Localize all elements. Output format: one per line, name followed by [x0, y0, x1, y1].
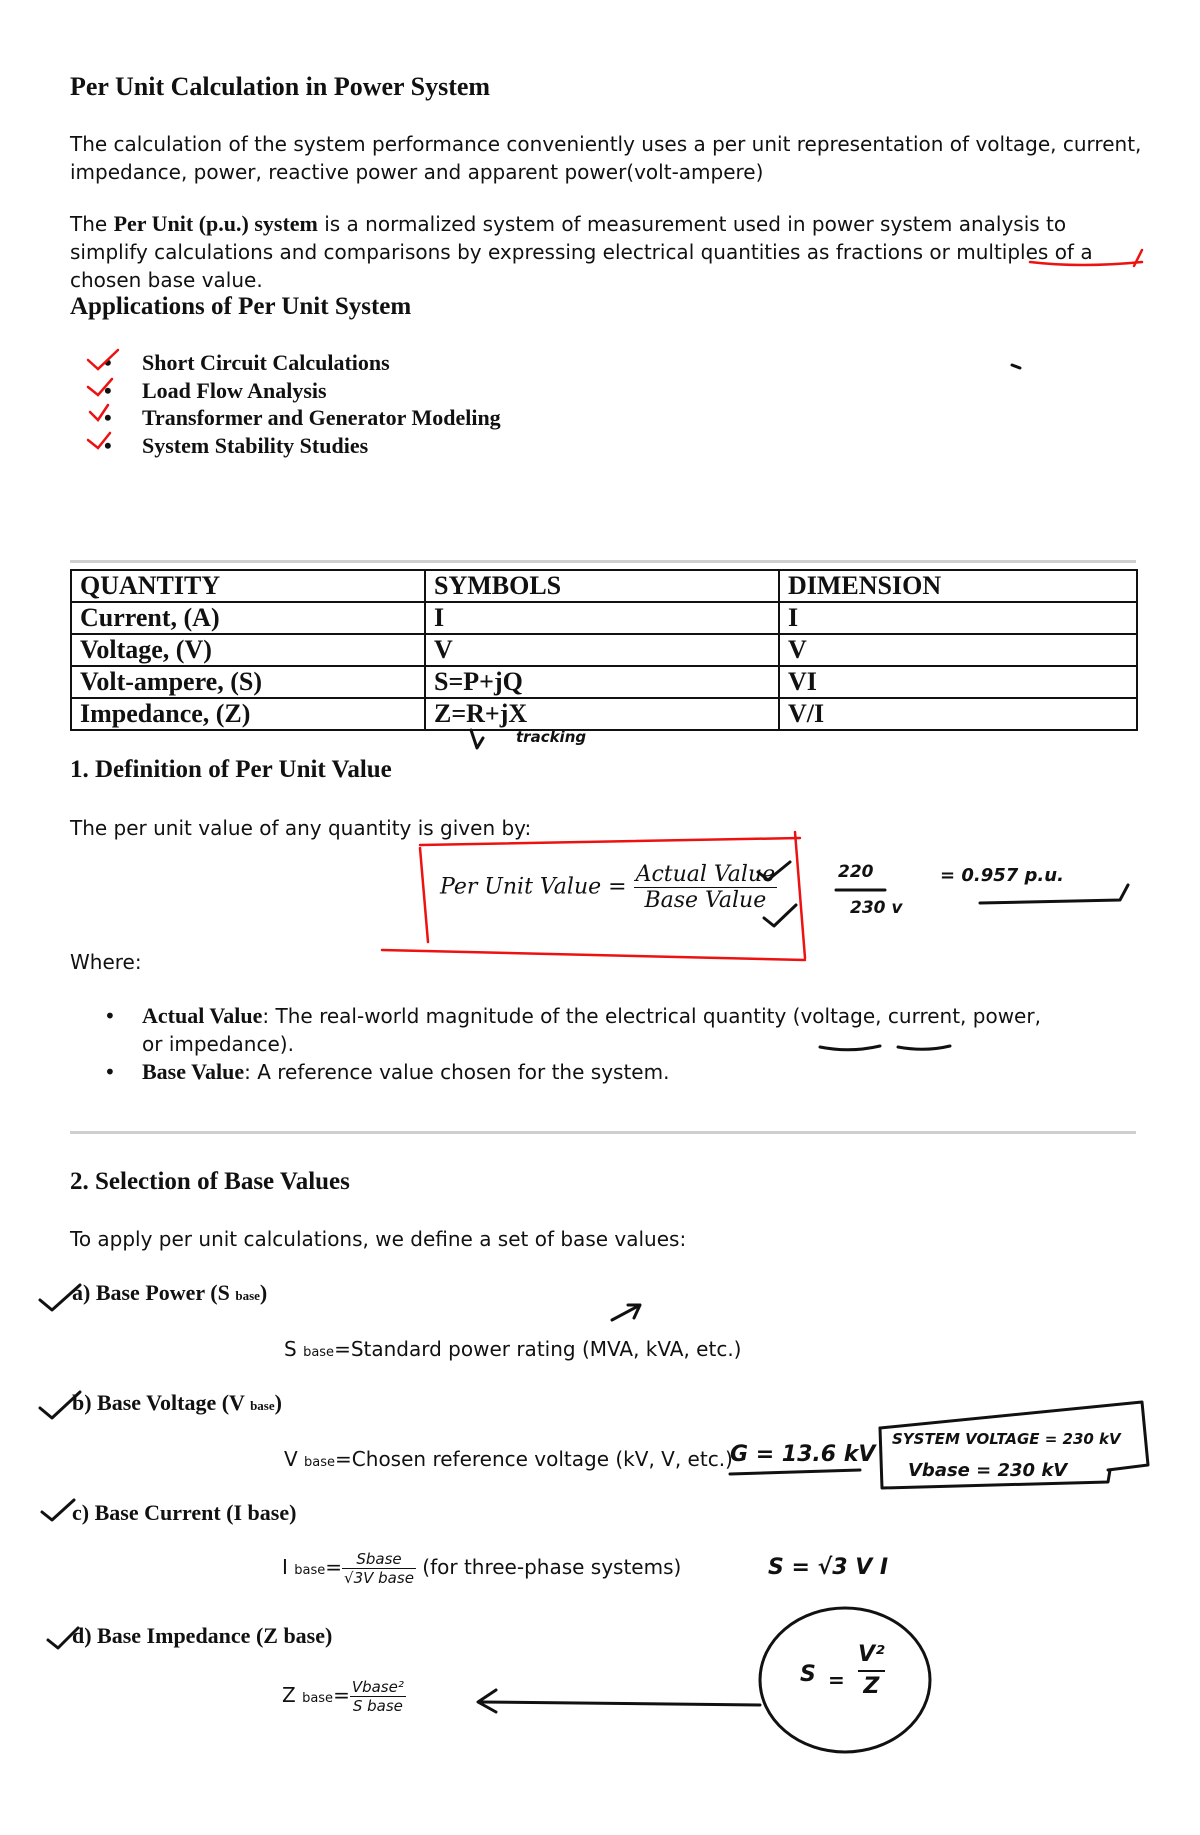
check-icon	[48, 1628, 78, 1648]
section1-heading: 1. Definition of Per Unit Value	[70, 756, 392, 783]
table-header-cell: DIMENSION	[779, 570, 1137, 602]
base-voltage-label: b) Base Voltage (V base)	[72, 1390, 282, 1415]
table-cell: Z=R+jX	[425, 698, 779, 730]
arrow-down-icon	[471, 730, 483, 748]
table-cell: I	[425, 602, 779, 634]
table-cell: V	[779, 634, 1137, 666]
underline-tick	[980, 885, 1128, 903]
base-current-formula: I base= $\frac{\text{Sbase}}{\text{√3V base}}$ (for three-phase systems)	[282, 1550, 682, 1587]
section2-heading: 2. Selection of Base Values	[70, 1168, 350, 1195]
base-power-label: a) Base Power (S base)	[72, 1280, 268, 1305]
list-item: • Transformer and Generator Modeling	[104, 405, 501, 430]
table-cell: I	[779, 602, 1137, 634]
base-power-formula: S base=Standard power rating (MVA, kVA, etc.)	[284, 1337, 742, 1361]
calc-denominator: 230 v	[850, 898, 903, 918]
check-icon	[90, 405, 108, 420]
list-item: • Short Circuit Calculations	[104, 350, 390, 375]
calc-result: = 0.957 p.u.	[940, 865, 1064, 886]
table-cell: Current, (A)	[71, 602, 425, 634]
red-box-top	[420, 838, 800, 845]
power-formula-note: S = √3 V I	[768, 1555, 889, 1580]
table-cell: Impedance, (Z)	[71, 698, 425, 730]
definition-term: Per Unit (p.u.) system	[113, 211, 318, 236]
page-title: Per Unit Calculation in Power System	[70, 72, 491, 101]
table-cell: VI	[779, 666, 1137, 698]
base-impedance-label: d) Base Impedance (Z base)	[72, 1623, 333, 1648]
base-current-label: c) Base Current (I base)	[72, 1500, 297, 1525]
arrow-line	[480, 1702, 760, 1705]
table-cell: V	[425, 634, 779, 666]
check-icon	[42, 1500, 74, 1520]
table-header-cell: QUANTITY	[71, 570, 425, 602]
circle-fraction: V² Z	[858, 1642, 885, 1699]
gen-underline	[730, 1470, 860, 1474]
red-underline	[1030, 262, 1142, 265]
check-icon	[758, 862, 790, 880]
list-item: • Base Value: A reference value chosen for the system.	[104, 1059, 670, 1084]
check-icon	[88, 350, 118, 369]
list-item: • Load Flow Analysis	[104, 377, 327, 403]
base-impedance-formula: Z base= $\frac{\text{Vbase²}}{\text{S base}}$	[282, 1678, 404, 1715]
definition-prefix: The	[70, 212, 114, 236]
table-cell: S=P+jQ	[425, 666, 779, 698]
list-item: • Actual Value: The real-world magnitude of the electrical quantity (voltage, current, power, or impedance).	[104, 1003, 1041, 1056]
formula-numerator: Actual Value	[635, 862, 776, 887]
generator-note: G = 13.6 kV	[730, 1442, 876, 1467]
system-voltage-note: SYSTEM VOLTAGE = 230 kV	[892, 1430, 1121, 1448]
red-box-left	[420, 848, 428, 942]
tracking-note: tracking	[516, 728, 587, 746]
check-icon	[40, 1392, 80, 1418]
arrow-icon	[612, 1305, 640, 1320]
table-cell: V/I	[779, 698, 1137, 730]
red-box-bottom	[382, 950, 805, 960]
vbase-note: Vbase = 230 kV	[908, 1460, 1068, 1481]
table-cell: Voltage, (V)	[71, 634, 425, 666]
definition-rest: is a normalized system of measurement used in power system analysis to simplify calculations and comparisons by expressing electrical quantities as fractions or multiples of a chosen	[70, 212, 1093, 292]
formula-lhs: Per Unit Value =	[440, 874, 627, 900]
check-icon	[88, 433, 110, 448]
formula-denominator: Base Value	[644, 888, 767, 913]
check-icon	[88, 379, 112, 395]
table-header-cell: SYMBOLS	[425, 570, 779, 602]
section1-lead: The per unit value of any quantity is given by:	[70, 816, 532, 840]
definition-base-value: base value.	[147, 268, 263, 292]
base-voltage-formula: V base=Chosen reference voltage (kV, V, etc.)	[284, 1447, 733, 1471]
table-cell: Volt-ampere, (S)	[71, 666, 425, 698]
list-item: • System Stability Studies	[104, 432, 369, 458]
circle-s: S	[800, 1662, 816, 1687]
where-label: Where:	[70, 950, 142, 974]
intro-paragraph: The calculation of the system performance conveniently uses a per unit representation of voltage, current, impedance, power, reactive power and apparent power(volt-ampere)	[70, 132, 1142, 184]
circle-annotation	[760, 1608, 930, 1752]
calc-numerator: 220	[838, 862, 874, 882]
voltage-underline	[820, 1046, 880, 1050]
section2-lead: To apply per unit calculations, we define a set of base values:	[70, 1227, 687, 1251]
applications-heading: Applications of Per Unit System	[70, 293, 412, 320]
ink-dot	[1012, 365, 1020, 368]
check-icon	[40, 1285, 80, 1310]
current-underline	[898, 1046, 950, 1049]
red-box-right	[795, 832, 805, 958]
check-icon	[764, 905, 796, 926]
